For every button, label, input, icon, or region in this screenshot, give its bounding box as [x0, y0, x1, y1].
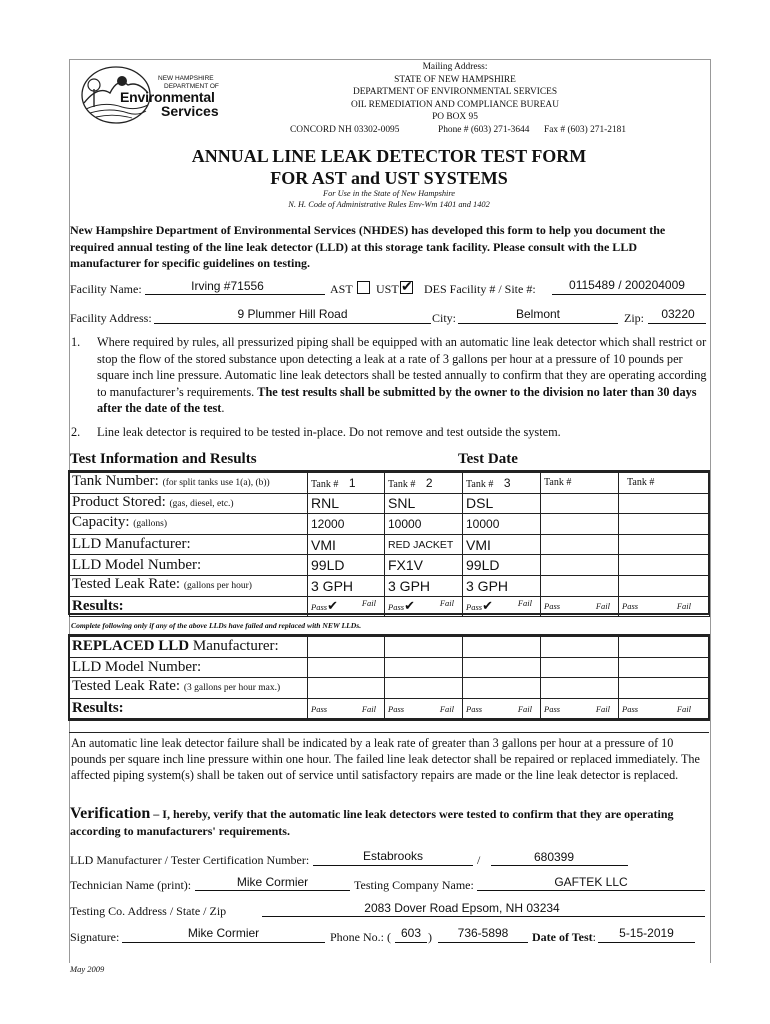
results-cell-1	[308, 596, 385, 617]
product-cell[interactable]	[619, 493, 710, 514]
rule-1-number: 1.	[71, 335, 81, 349]
tank-header-label: Tank #	[388, 478, 416, 490]
test-info-heading: Test Information and Results	[70, 451, 257, 467]
replaced-leak-rate-cell[interactable]	[541, 678, 619, 699]
leak-rate-cell[interactable]: 3 GPH	[308, 575, 385, 596]
manufacturer-cell[interactable]: VMI	[308, 534, 385, 555]
ast-label: AST	[330, 282, 353, 296]
mailing-address	[280, 61, 630, 137]
capacity-label	[70, 514, 308, 535]
zip-label: Zip:	[624, 311, 644, 325]
mailing-line3: OIL REMEDIATION AND COMPLIANCE BUREAU	[351, 99, 559, 110]
verification-heading: Verification	[70, 805, 151, 822]
facility-address-field[interactable]: 9 Plummer Hill Road	[237, 307, 348, 321]
company-label: Testing Company Name:	[354, 878, 474, 892]
capacity-cell[interactable]	[541, 514, 619, 535]
mailing-label: Mailing Address:	[422, 62, 488, 72]
fail-label: Fail	[439, 598, 454, 609]
logo-line3: Environmental	[120, 89, 215, 105]
replaced-manufacturer-cell[interactable]	[463, 637, 541, 658]
leak-rate-cell[interactable]	[541, 575, 619, 596]
pass-label: Pass	[466, 602, 483, 613]
technician-label: Technician Name (print):	[70, 878, 192, 892]
mailing-phone: Phone # (603) 271-3644	[438, 124, 530, 135]
pass-label: Pass	[388, 602, 405, 613]
product-label-text: Product Stored:	[72, 493, 166, 510]
pass-option[interactable]	[544, 601, 560, 611]
fail-label: Fail	[517, 598, 532, 609]
replaced-results-cell	[541, 698, 619, 719]
phone-area-field[interactable]: 603	[400, 926, 422, 940]
rule-2-number: 2.	[71, 425, 81, 439]
replaced-results-label: Results:	[70, 698, 308, 719]
failure-paragraph: An automatic line leak detector failure shall be indicated by a leak rate of greater than 3 gallons per hour at a pressure of 10 pounds per square inch line pressure within one hour. The failed line leak detector shall be repaired or replaced immediately. The affected piping system(s) shall be taken out of service until satisfactory repairs are made or the line leak detector is replaced.	[69, 732, 709, 784]
signature-line	[122, 942, 325, 943]
capacity-cell[interactable]: 10000	[463, 514, 541, 535]
row-product	[70, 493, 710, 514]
ust-label: UST	[376, 282, 399, 296]
fail-option[interactable]	[518, 598, 532, 614]
tank-number-value[interactable]: 1	[348, 475, 356, 490]
verification-text: – I, hereby, verify that the automatic line leak detectors were tested to confirm that they are operating according to manufacturers' requirements.	[70, 807, 674, 838]
date-label-text: Date of Test	[532, 930, 593, 944]
manufacturer-cell[interactable]: VMI	[463, 534, 541, 555]
replaced-manufacturer-text: Manufacturer:	[192, 638, 279, 655]
pass-option[interactable]: Pass	[622, 703, 639, 714]
rule-1-body: Where required by rules, all pressurized piping shall be equipped with an automatic line leak detector which shall restrict or stop the flow of the stored substance upon detecting a leak at a rate of 3 gallons per hour at a pressure of 10 pounds per square inch line pressure. Automatic line leak detectors shall be tested annually to confirm that they are operating according to manufacturer’s requirements.	[97, 335, 707, 399]
results-label: Results:	[70, 596, 308, 617]
fail-option[interactable]: Fail	[439, 703, 454, 714]
row-results	[70, 596, 710, 617]
pass-option[interactable]: Pass	[388, 703, 405, 714]
cert-line-1	[313, 865, 473, 866]
date-line	[598, 942, 695, 943]
replaced-leak-rate-note: (3 gallons per hour max.)	[183, 683, 281, 694]
manufacturer-cell[interactable]	[619, 534, 710, 555]
fail-option[interactable]: Fail	[676, 703, 691, 714]
pass-check-icon: ✔	[482, 598, 493, 614]
replaced-bold: REPLACED LLD	[72, 638, 190, 655]
pass-option[interactable]	[466, 598, 493, 614]
fail-option[interactable]: Fail	[361, 703, 376, 714]
form-title-line2: FOR AST and UST SYSTEMS	[270, 168, 508, 188]
tank-header-label: Tank #	[627, 477, 655, 489]
ust-checkbox[interactable]: ✔	[401, 280, 413, 295]
pass-option[interactable]: Pass	[311, 703, 328, 714]
row-capacity	[70, 514, 710, 535]
replaced-leak-rate-cell[interactable]	[619, 678, 710, 699]
rule-1-text	[97, 334, 707, 417]
leak-rate-label	[70, 575, 308, 596]
row-manufacturer	[70, 534, 710, 555]
zip-line	[648, 323, 706, 324]
results-cell-4	[541, 596, 619, 617]
fail-option[interactable]	[677, 601, 691, 611]
signature-field[interactable]: Mike Cormier	[187, 926, 260, 940]
technician-line	[195, 890, 350, 891]
leak-rate-cell[interactable]: 3 GPH	[463, 575, 541, 596]
replaced-manufacturer-label	[70, 637, 308, 658]
pass-label: Pass	[311, 602, 328, 613]
technician-field[interactable]: Mike Cormier	[236, 875, 309, 889]
pass-option[interactable]	[311, 598, 338, 614]
model-cell[interactable]: FX1V	[385, 555, 463, 576]
facility-name-line	[145, 294, 325, 295]
results-cell-2	[385, 596, 463, 617]
manufacturer-cell[interactable]: RED JACKET	[385, 534, 463, 555]
pass-check-icon: ✔	[327, 598, 338, 614]
replaced-manufacturer-cell[interactable]	[541, 637, 619, 658]
company-address-line	[262, 916, 705, 917]
product-note: (gas, diesel, etc.)	[169, 498, 234, 509]
form-title-line1: ANNUAL LINE LEAK DETECTOR TEST FORM	[191, 146, 587, 166]
product-cell[interactable]: DSL	[463, 493, 541, 514]
leak-rate-note: (gallons per hour)	[183, 581, 252, 592]
tank-header-label: Tank #	[544, 477, 572, 489]
phone-line	[438, 942, 528, 943]
pass-option[interactable]	[622, 601, 638, 611]
replaced-results-cell	[463, 698, 541, 719]
leak-rate-label-text: Tested Leak Rate:	[72, 576, 181, 593]
ast-checkbox[interactable]	[357, 281, 370, 294]
row-leak-rate	[70, 575, 710, 596]
company-line	[477, 890, 705, 891]
facility-address-label: Facility Address:	[70, 311, 152, 325]
test-date-heading: Test Date	[458, 451, 518, 467]
replaced-model-cell[interactable]	[463, 657, 541, 678]
product-cell[interactable]	[541, 493, 619, 514]
replaced-leak-rate-text: Tested Leak Rate:	[72, 678, 181, 695]
pass-label: Pass	[544, 601, 561, 612]
product-cell[interactable]: RNL	[308, 493, 385, 514]
replaced-results-cell	[385, 698, 463, 719]
row-replaced-results	[70, 698, 710, 719]
replaced-model-cell[interactable]	[619, 657, 710, 678]
pass-option[interactable]: Pass	[466, 703, 483, 714]
replaced-model-cell[interactable]	[308, 657, 385, 678]
fail-option[interactable]: Fail	[595, 703, 610, 714]
replacement-note: Complete following only if any of the above LLDs have failed and replaced with NEW LLDs.	[71, 621, 362, 630]
mailing-fax: Fax # (603) 271-2181	[544, 124, 627, 135]
date-field[interactable]: 5-15-2019	[619, 926, 674, 940]
form-subtitle-1: For Use in the State of New Hampshire	[322, 189, 456, 198]
des-facility-label: DES Facility # / Site #:	[424, 282, 536, 296]
tank-number-label	[70, 473, 308, 494]
rule-1-end: .	[221, 401, 225, 415]
cert-label: LLD Manufacturer / Tester Certification Number:	[70, 853, 310, 867]
capacity-cell[interactable]: 12000	[308, 514, 385, 535]
replaced-leak-rate-cell[interactable]	[463, 678, 541, 699]
tank-header-3	[463, 473, 541, 494]
replaced-manufacturer-cell[interactable]	[619, 637, 710, 658]
rule-1-bold: The test results shall be submitted by the owner to the division no later than 30 days after the date of the test	[97, 384, 697, 415]
phone-close: )	[428, 930, 432, 944]
date-label	[532, 930, 596, 945]
manufacturer-cell[interactable]	[541, 534, 619, 555]
replaced-manufacturer-cell[interactable]	[385, 637, 463, 658]
intro-paragraph: New Hampshire Department of Environmental Services (NHDES) has developed this form to help you document the required annual testing of the line leak detector (LLD) at this storage tank facility. Please consult with the LLD manufacturer for specific guidelines on testing.	[70, 223, 666, 270]
tank-number-note: (for split tanks use 1(a), (b))	[162, 478, 270, 489]
replaced-manufacturer-cell[interactable]	[308, 637, 385, 658]
logo-line2: DEPARTMENT OF	[164, 83, 219, 90]
fail-option[interactable]	[362, 598, 376, 614]
tank-number-value[interactable]: 2	[425, 475, 433, 490]
row-tank-number	[70, 473, 710, 494]
mailing-line2: DEPARTMENT OF ENVIRONMENTAL SERVICES	[352, 87, 558, 98]
replaced-model-cell[interactable]	[385, 657, 463, 678]
zip-field[interactable]: 03220	[661, 307, 695, 321]
leak-rate-cell[interactable]	[619, 575, 710, 596]
facility-name-label: Facility Name:	[70, 282, 142, 296]
cert-line-2	[491, 865, 628, 866]
pass-label: Pass	[622, 601, 639, 612]
mailing-contact-row	[280, 124, 630, 137]
model-cell[interactable]	[619, 555, 710, 576]
phone-label: Phone No.: (	[330, 930, 391, 944]
replaced-model-cell[interactable]	[541, 657, 619, 678]
tank-header-4	[541, 473, 619, 494]
product-label	[70, 493, 308, 514]
city-field[interactable]: Belmont	[515, 307, 561, 321]
row-replaced-model	[70, 657, 710, 678]
phone-area-line	[395, 942, 427, 943]
tank-number-value[interactable]: 3	[503, 475, 511, 490]
pass-option[interactable]: Pass	[544, 703, 561, 714]
cert-slash: /	[477, 853, 481, 867]
company-field[interactable]: GAFTEK LLC	[554, 875, 628, 889]
fail-label: Fail	[676, 601, 691, 612]
replaced-lld-table	[69, 636, 710, 719]
nhdes-logo	[74, 63, 234, 125]
cert-manufacturer-field[interactable]: Estabrooks	[362, 849, 424, 863]
pass-option[interactable]	[388, 598, 415, 614]
tank-header-5	[619, 473, 710, 494]
phone-field[interactable]: 736-5898	[457, 926, 509, 940]
replaced-leak-rate-label	[70, 678, 308, 699]
signature-label: Signature:	[70, 930, 120, 944]
facility-address-line	[154, 323, 431, 324]
cert-number-field[interactable]: 680399	[533, 850, 575, 864]
model-cell[interactable]: 99LD	[463, 555, 541, 576]
form-version-date: May 2009	[70, 964, 105, 974]
pass-check-icon: ✔	[404, 598, 415, 614]
company-address-field[interactable]: 2083 Dover Road Epsom, NH 03234	[364, 901, 560, 915]
logo-line1: NEW HAMPSHIRE	[158, 75, 214, 82]
model-label: LLD Model Number:	[70, 555, 308, 576]
city-label: City:	[432, 311, 457, 325]
results-cell-3	[463, 596, 541, 617]
replaced-leak-rate-cell[interactable]	[308, 678, 385, 699]
test-results-table	[69, 472, 710, 617]
tank-number-label-text: Tank Number:	[72, 473, 159, 490]
des-facility-field[interactable]: 0115489 / 200204009	[569, 278, 685, 292]
capacity-cell[interactable]: 10000	[385, 514, 463, 535]
replaced-leak-rate-cell[interactable]	[385, 678, 463, 699]
mailing-line4: PO BOX 95	[432, 112, 478, 123]
manufacturer-label: LLD Manufacturer:	[70, 534, 308, 555]
company-address-label: Testing Co. Address / State / Zip	[70, 904, 227, 918]
rule-2-text: Line leak detector is required to be tested in-place. Do not remove and test outside the system.	[97, 425, 561, 439]
capacity-label-text: Capacity:	[72, 514, 130, 531]
replaced-results-cell	[619, 698, 710, 719]
row-model	[70, 555, 710, 576]
fail-option[interactable]	[440, 598, 454, 614]
model-cell[interactable]	[541, 555, 619, 576]
des-facility-line	[552, 294, 706, 295]
results-cell-5	[619, 596, 710, 617]
date-colon: :	[592, 930, 597, 944]
replaced-results-cell	[308, 698, 385, 719]
tank-header-label: Tank #	[466, 478, 494, 490]
logo-line4: Services	[161, 103, 219, 119]
fail-option[interactable]: Fail	[517, 703, 532, 714]
capacity-note: (gallons)	[133, 519, 168, 530]
facility-name-field[interactable]: Irving #71556	[191, 279, 264, 293]
product-cell[interactable]: SNL	[385, 493, 463, 514]
replaced-model-label: LLD Model Number:	[70, 657, 308, 678]
mailing-city: CONCORD NH 03302-0095	[290, 124, 400, 135]
city-line	[458, 323, 618, 324]
form-subtitle-2: N. H. Code of Administrative Rules Env-Wm 1401 and 1402	[288, 200, 490, 209]
verification-statement	[70, 806, 710, 839]
tank-header-label: Tank #	[311, 478, 339, 490]
fail-label: Fail	[595, 601, 610, 612]
tank-header-2	[385, 473, 463, 494]
mailing-line1: STATE OF NEW HAMPSHIRE	[394, 74, 516, 85]
row-replaced-manufacturer	[70, 637, 710, 658]
row-replaced-leak-rate	[70, 678, 710, 699]
leak-rate-cell[interactable]: 3 GPH	[385, 575, 463, 596]
capacity-cell[interactable]	[619, 514, 710, 535]
tank-header-1	[308, 473, 385, 494]
fail-option[interactable]	[596, 601, 610, 611]
model-cell[interactable]: 99LD	[308, 555, 385, 576]
fail-label: Fail	[361, 598, 376, 609]
